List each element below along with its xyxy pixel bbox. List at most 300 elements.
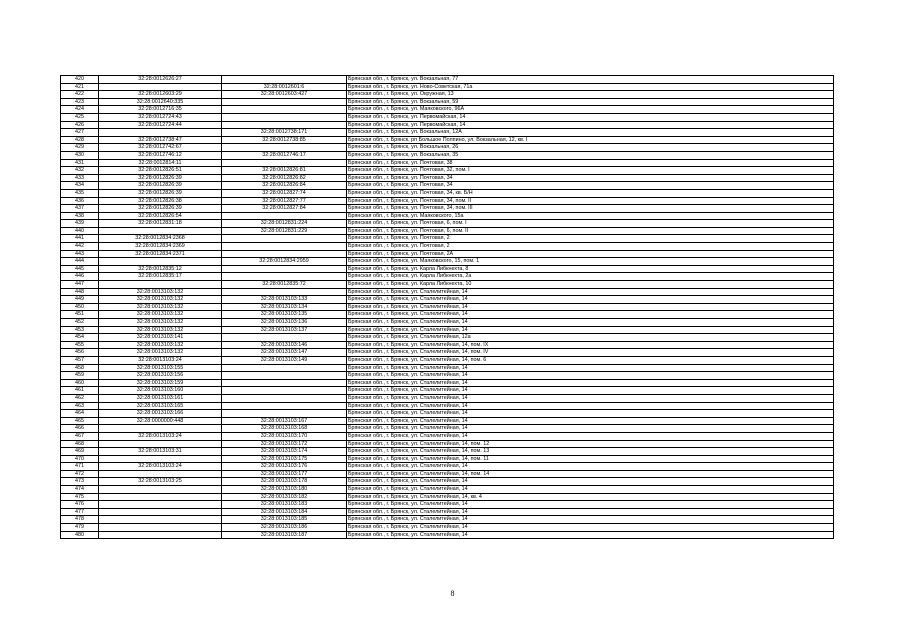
table-row (61, 273, 834, 281)
table-row (61, 508, 834, 516)
building-cadastral-number-cell: 32:28:0012826:84 (222, 182, 347, 190)
land-cadastral-number-cell: 32:28:0012826:39 (99, 174, 222, 182)
land-cadastral-number-cell: 32:28:0013103:132 (99, 319, 222, 327)
table-row (61, 167, 834, 175)
address-cell: Брянская обл., г. Брянск, ул. Сталелитейная, 14 (347, 478, 834, 486)
land-cadastral-number-cell: 32:28:0012640:335 (99, 98, 222, 106)
table-row (61, 311, 834, 319)
land-cadastral-number-cell (99, 531, 222, 539)
building-cadastral-number-cell: 32:28:0012834:2959 (222, 258, 347, 266)
land-cadastral-number-cell: 32:28:0000000:448 (99, 417, 222, 425)
table-row (61, 455, 834, 463)
building-cadastral-number-cell (222, 372, 347, 380)
table-row (61, 136, 834, 144)
row-number-cell: 473 (61, 478, 99, 486)
land-cadastral-number-cell: 32:28:0013103:160 (99, 387, 222, 395)
table-row (61, 265, 834, 273)
address-cell: Брянская обл., г. Брянск, ул. Первомайская, 14 (347, 121, 834, 129)
building-cadastral-number-cell: 32:28:0012603:427 (222, 91, 347, 99)
table-row (61, 432, 834, 440)
row-number-cell: 428 (61, 136, 99, 144)
address-cell: Брянская обл., г. Брянск, ул. Почтовая, 34 (347, 174, 834, 182)
row-number-cell: 425 (61, 113, 99, 121)
address-cell: Брянская обл., г. Брянск, ул. Сталелитейная, 14 (347, 364, 834, 372)
row-number-cell: 452 (61, 319, 99, 327)
address-cell: Брянская обл., г. Брянск, ул. Сталелитейная, 14 (347, 524, 834, 532)
row-number-cell: 443 (61, 250, 99, 258)
address-cell: Брянская обл., г. Брянск, ул. Сталелитейная, 12а (347, 334, 834, 342)
building-cadastral-number-cell (222, 212, 347, 220)
land-cadastral-number-cell: 32:28:0012603:29 (99, 91, 222, 99)
address-cell: Брянская обл., г. Брянск, ул. Карла Либкнехта, 8 (347, 265, 834, 273)
table-row (61, 121, 834, 129)
building-cadastral-number-cell (222, 273, 347, 281)
row-number-cell: 453 (61, 326, 99, 334)
land-cadastral-number-cell: 32:28:0012742:67 (99, 144, 222, 152)
row-number-cell: 434 (61, 182, 99, 190)
table-row (61, 341, 834, 349)
table-row (61, 197, 834, 205)
row-number-cell: 433 (61, 174, 99, 182)
land-cadastral-number-cell: 32:28:0012724:44 (99, 121, 222, 129)
register-table-body (61, 76, 834, 539)
land-cadastral-number-cell: 32:28:0013103:161 (99, 394, 222, 402)
row-number-cell: 451 (61, 311, 99, 319)
row-number-cell: 423 (61, 98, 99, 106)
land-cadastral-number-cell (99, 508, 222, 516)
row-number-cell: 430 (61, 151, 99, 159)
row-number-cell: 474 (61, 486, 99, 494)
building-cadastral-number-cell (222, 387, 347, 395)
building-cadastral-number-cell: 32:28:0013103:168 (222, 425, 347, 433)
land-cadastral-number-cell (99, 486, 222, 494)
address-cell: Брянская обл., г. Брянск, ул. Почтовая, 38 (347, 159, 834, 167)
row-number-cell: 437 (61, 205, 99, 213)
address-cell: Брянская обл., г. Брянск, ул. Первомайская, 14 (347, 113, 834, 121)
table-row (61, 440, 834, 448)
land-cadastral-number-cell (99, 83, 222, 91)
table-row (61, 106, 834, 114)
building-cadastral-number-cell: 32:28:0013103:183 (222, 501, 347, 509)
building-cadastral-number-cell: 32:28:0012826:82 (222, 174, 347, 182)
land-cadastral-number-cell: 32:28:0013103:155 (99, 364, 222, 372)
row-number-cell: 424 (61, 106, 99, 114)
land-cadastral-number-cell (99, 516, 222, 524)
land-cadastral-number-cell: 32:28:0012826:39 (99, 205, 222, 213)
land-cadastral-number-cell: 32:28:0012826:39 (99, 182, 222, 190)
table-row (61, 516, 834, 524)
table-row (61, 76, 834, 84)
row-number-cell: 480 (61, 531, 99, 539)
land-cadastral-number-cell (99, 493, 222, 501)
building-cadastral-number-cell (222, 144, 347, 152)
land-cadastral-number-cell (99, 425, 222, 433)
table-row (61, 296, 834, 304)
row-number-cell: 463 (61, 402, 99, 410)
building-cadastral-number-cell (222, 76, 347, 84)
address-cell: Брянская обл., г. Брянск, ул. Маяковского, 15, пом. 1 (347, 258, 834, 266)
building-cadastral-number-cell (222, 113, 347, 121)
address-cell: Брянская обл., г. Брянск, ул. Сталелитейная, 14, пом. IX (347, 341, 834, 349)
building-cadastral-number-cell: 32:28:0013103:137 (222, 326, 347, 334)
building-cadastral-number-cell: 32:28:0013103:135 (222, 311, 347, 319)
building-cadastral-number-cell (222, 159, 347, 167)
row-number-cell: 472 (61, 470, 99, 478)
table-row (61, 448, 834, 456)
table-row (61, 493, 834, 501)
land-cadastral-number-cell: 32:28:0013103:159 (99, 379, 222, 387)
table-row (61, 478, 834, 486)
address-cell: Брянская обл., г. Брянск, ул. Сталелитейная, 14 (347, 319, 834, 327)
row-number-cell: 422 (61, 91, 99, 99)
building-cadastral-number-cell: 32:28:0012831:229 (222, 227, 347, 235)
table-row (61, 288, 834, 296)
row-number-cell: 468 (61, 440, 99, 448)
building-cadastral-number-cell (222, 402, 347, 410)
table-row (61, 205, 834, 213)
table-row (61, 250, 834, 258)
building-cadastral-number-cell: 32:28:0013103:133 (222, 296, 347, 304)
building-cadastral-number-cell (222, 98, 347, 106)
land-cadastral-number-cell: 32:28:0013103:24 (99, 356, 222, 364)
page-number: 8 (450, 589, 455, 598)
table-row (61, 144, 834, 152)
address-cell: Брянская обл., г. Брянск, ул. Сталелитейная, 14 (347, 432, 834, 440)
address-cell: Брянская обл., г. Брянск, ул. Карла Либкнехта, 2а (347, 273, 834, 281)
table-row (61, 394, 834, 402)
building-cadastral-number-cell: 32:28:0013103:182 (222, 493, 347, 501)
address-cell: Брянская обл., г. Брянск, ул. Сталелитейная, 14, пом. 11 (347, 455, 834, 463)
address-cell: Брянская обл., г. Брянск, ул. Сталелитейная, 14, пом. 13 (347, 448, 834, 456)
land-cadastral-number-cell: 32:28:0012716:35 (99, 106, 222, 114)
building-cadastral-number-cell (222, 364, 347, 372)
land-cadastral-number-cell: 32:28:0013103:25 (99, 478, 222, 486)
building-cadastral-number-cell: 32:28:0013103:175 (222, 455, 347, 463)
land-cadastral-number-cell: 32:28:0012834:2371 (99, 250, 222, 258)
table-row (61, 470, 834, 478)
address-cell: Брянская обл., г. Брянск, ул. Почтовая, 2 (347, 243, 834, 251)
property-register-table (60, 75, 834, 539)
address-cell: Брянская обл., г. Брянск, ул. Карла Либкнехта, 10 (347, 281, 834, 289)
table-row (61, 463, 834, 471)
building-cadastral-number-cell: 32:28:0012827:74 (222, 189, 347, 197)
table-row (61, 356, 834, 364)
address-cell: Брянская обл., г. Брянск, ул. Сталелитейная, 14 (347, 425, 834, 433)
table-row (61, 83, 834, 91)
land-cadastral-number-cell (99, 440, 222, 448)
address-cell: Брянская обл., г. Брянск, ул. Сталелитейная, 14 (347, 296, 834, 304)
table-row (61, 212, 834, 220)
table-row (61, 410, 834, 418)
table-row (61, 303, 834, 311)
building-cadastral-number-cell: 32:28:0012831:224 (222, 220, 347, 228)
row-number-cell: 429 (61, 144, 99, 152)
row-number-cell: 458 (61, 364, 99, 372)
row-number-cell: 469 (61, 448, 99, 456)
address-cell: Брянская обл., г. Брянск, ул. Сталелитейная, 14 (347, 417, 834, 425)
building-cadastral-number-cell: 32:28:0013103:147 (222, 349, 347, 357)
land-cadastral-number-cell: 32:28:0012738:47 (99, 136, 222, 144)
table-row (61, 319, 834, 327)
land-cadastral-number-cell: 32:28:0013103:132 (99, 326, 222, 334)
address-cell: Брянская обл., г. Брянск, ул. Почтовая, 2 (347, 235, 834, 243)
row-number-cell: 420 (61, 76, 99, 84)
row-number-cell: 476 (61, 501, 99, 509)
address-cell: Брянская обл., г. Брянск, ул. Сталелитейная, 14 (347, 311, 834, 319)
row-number-cell: 421 (61, 83, 99, 91)
building-cadastral-number-cell (222, 265, 347, 273)
table-row (61, 227, 834, 235)
land-cadastral-number-cell (99, 281, 222, 289)
land-cadastral-number-cell (99, 455, 222, 463)
row-number-cell: 477 (61, 508, 99, 516)
table-row (61, 402, 834, 410)
land-cadastral-number-cell: 32:28:0013103:132 (99, 296, 222, 304)
table-row (61, 258, 834, 266)
building-cadastral-number-cell (222, 288, 347, 296)
row-number-cell: 436 (61, 197, 99, 205)
building-cadastral-number-cell: 32:28:0013103:178 (222, 478, 347, 486)
table-row (61, 129, 834, 137)
building-cadastral-number-cell: 32:28:0013103:186 (222, 524, 347, 532)
land-cadastral-number-cell: 32:28:0013103:132 (99, 311, 222, 319)
row-number-cell: 471 (61, 463, 99, 471)
table-row (61, 372, 834, 380)
building-cadastral-number-cell: 32:28:0012826:81 (222, 167, 347, 175)
address-cell: Брянская обл., г. Брянск, ул. Ново-Советская, 71а (347, 83, 834, 91)
row-number-cell: 479 (61, 524, 99, 532)
address-cell: Брянская обл., г. Брянск, ул. Сталелитейная, 14 (347, 326, 834, 334)
row-number-cell: 459 (61, 372, 99, 380)
table-row (61, 425, 834, 433)
land-cadastral-number-cell: 32:28:0012746:12 (99, 151, 222, 159)
table-row (61, 524, 834, 532)
table-row (61, 326, 834, 334)
land-cadastral-number-cell: 32:28:0012835:12 (99, 265, 222, 273)
address-cell: Брянская обл., г. Брянск, ул. Почтовая, 2А (347, 250, 834, 258)
row-number-cell: 442 (61, 243, 99, 251)
land-cadastral-number-cell (99, 501, 222, 509)
table-row (61, 243, 834, 251)
land-cadastral-number-cell: 32:28:0012724:43 (99, 113, 222, 121)
land-cadastral-number-cell: 32:28:0012831:18 (99, 220, 222, 228)
building-cadastral-number-cell: 32:28:0013103:177 (222, 470, 347, 478)
table-row (61, 159, 834, 167)
row-number-cell: 461 (61, 387, 99, 395)
row-number-cell: 454 (61, 334, 99, 342)
address-cell: Брянская обл., г. Брянск, ул. Сталелитейная, 14, пом. IV (347, 349, 834, 357)
row-number-cell: 449 (61, 296, 99, 304)
land-cadastral-number-cell: 32:28:0012814:11 (99, 159, 222, 167)
table-row (61, 501, 834, 509)
building-cadastral-number-cell: 32:28:0012835:72 (222, 281, 347, 289)
land-cadastral-number-cell: 32:28:0013103:132 (99, 341, 222, 349)
building-cadastral-number-cell (222, 394, 347, 402)
address-cell: Брянская обл., г. Брянск, ул. Сталелитейная, 14 (347, 516, 834, 524)
building-cadastral-number-cell: 32:28:0013103:146 (222, 341, 347, 349)
building-cadastral-number-cell (222, 379, 347, 387)
table-row (61, 281, 834, 289)
address-cell: Брянская обл., г. Брянск, ул. Почтовая, 32, пом. I (347, 167, 834, 175)
land-cadastral-number-cell: 32:28:0013103:141 (99, 334, 222, 342)
table-row (61, 91, 834, 99)
row-number-cell: 466 (61, 425, 99, 433)
table-row (61, 531, 834, 539)
building-cadastral-number-cell: 32:28:0013103:174 (222, 448, 347, 456)
address-cell: Брянская обл., г. Брянск, ул. Вокзальная, 26 (347, 144, 834, 152)
address-cell: Брянская обл., г. Брянск, ул. Вокзальная, 12А (347, 129, 834, 137)
address-cell: Брянская обл., г. Брянск, ул. Сталелитейная, 14 (347, 410, 834, 418)
row-number-cell: 467 (61, 432, 99, 440)
row-number-cell: 465 (61, 417, 99, 425)
land-cadastral-number-cell (99, 227, 222, 235)
building-cadastral-number-cell: 32:28:0013103:184 (222, 508, 347, 516)
address-cell: Брянская обл., г. Брянск, ул. Сталелитейная, 14 (347, 387, 834, 395)
row-number-cell: 470 (61, 455, 99, 463)
building-cadastral-number-cell: 32:28:0012827:77 (222, 197, 347, 205)
land-cadastral-number-cell (99, 524, 222, 532)
address-cell: Брянская обл., г. Брянск, ул. Сталелитейная, 14 (347, 531, 834, 539)
table-row (61, 387, 834, 395)
building-cadastral-number-cell: 32:28:0012746:17 (222, 151, 347, 159)
land-cadastral-number-cell: 32:28:0012834:2368 (99, 235, 222, 243)
row-number-cell: 441 (61, 235, 99, 243)
table-row (61, 379, 834, 387)
land-cadastral-number-cell: 32:28:0013103:24 (99, 463, 222, 471)
building-cadastral-number-cell (222, 243, 347, 251)
building-cadastral-number-cell (222, 121, 347, 129)
land-cadastral-number-cell: 32:28:0012834:2369 (99, 243, 222, 251)
address-cell: Брянская обл., г. Брянск, ул. Сталелитейная, 14 (347, 463, 834, 471)
address-cell: Брянская обл., г. Брянск, ул. Сталелитейная, 14 (347, 288, 834, 296)
address-cell: Брянская обл., г. Брянск, ул. Сталелитейная, 14 (347, 486, 834, 494)
building-cadastral-number-cell: 32:28:0013103:167 (222, 417, 347, 425)
row-number-cell: 457 (61, 356, 99, 364)
land-cadastral-number-cell (99, 258, 222, 266)
land-cadastral-number-cell: 32:28:0013103:24 (99, 432, 222, 440)
address-cell: Брянская обл., г. Брянск, ул. Вокзальная, 77 (347, 76, 834, 84)
row-number-cell: 456 (61, 349, 99, 357)
table-row (61, 98, 834, 106)
land-cadastral-number-cell: 32:28:0013103:132 (99, 288, 222, 296)
building-cadastral-number-cell (222, 410, 347, 418)
address-cell: Брянская обл., г. Брянск, ул. Почтовая, 34, пом. III (347, 205, 834, 213)
building-cadastral-number-cell: 32:28:0013103:136 (222, 319, 347, 327)
table-row (61, 220, 834, 228)
address-cell: Брянская обл., г. Брянск, ул. Сталелитейная, 14 (347, 394, 834, 402)
address-cell: Брянская обл., г. Брянск, ул. Сталелитейная, 14 (347, 379, 834, 387)
row-number-cell: 432 (61, 167, 99, 175)
address-cell: Брянская обл., г. Брянск, ул. Сталелитейная, 14 (347, 501, 834, 509)
building-cadastral-number-cell (222, 106, 347, 114)
address-cell: Брянская обл., г. Брянск, ул. Сталелитейная, 14, пом. 6 (347, 356, 834, 364)
row-number-cell: 431 (61, 159, 99, 167)
row-number-cell: 447 (61, 281, 99, 289)
row-number-cell: 450 (61, 303, 99, 311)
row-number-cell: 460 (61, 379, 99, 387)
row-number-cell: 448 (61, 288, 99, 296)
table-row (61, 113, 834, 121)
table-row (61, 334, 834, 342)
address-cell: Брянская обл., г. Брянск, ул. Окружная, 13 (347, 91, 834, 99)
building-cadastral-number-cell: 32:28:0013103:170 (222, 432, 347, 440)
table-row (61, 417, 834, 425)
land-cadastral-number-cell: 32:28:0012826:39 (99, 189, 222, 197)
row-number-cell: 478 (61, 516, 99, 524)
building-cadastral-number-cell: 32:28:0013103:180 (222, 486, 347, 494)
address-cell: Брянская обл., г. Брянск, ул. Сталелитейная, 14, пом. 14 (347, 470, 834, 478)
row-number-cell: 462 (61, 394, 99, 402)
row-number-cell: 444 (61, 258, 99, 266)
land-cadastral-number-cell: 32:28:0013103:132 (99, 303, 222, 311)
building-cadastral-number-cell: 32:28:0013103:176 (222, 463, 347, 471)
row-number-cell: 445 (61, 265, 99, 273)
land-cadastral-number-cell: 32:28:0013103:31 (99, 448, 222, 456)
land-cadastral-number-cell: 32:28:0012626:27 (99, 76, 222, 84)
row-number-cell: 427 (61, 129, 99, 137)
table-row (61, 151, 834, 159)
address-cell: Брянская обл., г. Брянск, ул. Сталелитейная, 14 (347, 372, 834, 380)
building-cadastral-number-cell (222, 334, 347, 342)
address-cell: Брянская обл., г. Брянск, ул. Маяковского, 96А (347, 106, 834, 114)
table-row (61, 189, 834, 197)
address-cell: Брянская обл., г. Брянск, ул. Маяковского, 15а (347, 212, 834, 220)
building-cadastral-number-cell: 32:28:0012827:84 (222, 205, 347, 213)
land-cadastral-number-cell: 32:28:0013103:165 (99, 402, 222, 410)
table-row (61, 182, 834, 190)
row-number-cell: 438 (61, 212, 99, 220)
table-row (61, 349, 834, 357)
land-cadastral-number-cell: 32:28:0012826:38 (99, 197, 222, 205)
row-number-cell: 440 (61, 227, 99, 235)
table-row (61, 364, 834, 372)
land-cadastral-number-cell (99, 129, 222, 137)
table-row (61, 235, 834, 243)
address-cell: Брянская обл., г. Брянск, ул. Почтовая, 6, пом. II (347, 227, 834, 235)
row-number-cell: 464 (61, 410, 99, 418)
address-cell: Брянская обл., г. Брянск, ул. Почтовая, 34, пом. II (347, 197, 834, 205)
row-number-cell: 426 (61, 121, 99, 129)
building-cadastral-number-cell (222, 250, 347, 258)
register-sheet (60, 75, 833, 539)
address-cell: Брянская обл., г. Брянск, ул. Сталелитейная, 14 (347, 508, 834, 516)
address-cell: Брянская обл., г. Брянск, рп Большое Полпино, ул. Вокзальная, 12, кв. I (347, 136, 834, 144)
building-cadastral-number-cell: 32:28:0013103:134 (222, 303, 347, 311)
address-cell: Брянская обл., г. Брянск, ул. Сталелитейная, 14, кв. 4 (347, 493, 834, 501)
building-cadastral-number-cell: 32:28:0012738:85 (222, 136, 347, 144)
row-number-cell: 475 (61, 493, 99, 501)
land-cadastral-number-cell: 32:28:0012826:51 (99, 167, 222, 175)
land-cadastral-number-cell: 32:28:0012835:17 (99, 273, 222, 281)
row-number-cell: 446 (61, 273, 99, 281)
land-cadastral-number-cell: 32:28:0013103:156 (99, 372, 222, 380)
address-cell: Брянская обл., г. Брянск, ул. Сталелитейная, 14 (347, 402, 834, 410)
building-cadastral-number-cell: 32:28:0013103:187 (222, 531, 347, 539)
land-cadastral-number-cell (99, 470, 222, 478)
row-number-cell: 455 (61, 341, 99, 349)
land-cadastral-number-cell: 32:28:0012826:54 (99, 212, 222, 220)
row-number-cell: 435 (61, 189, 99, 197)
building-cadastral-number-cell (222, 235, 347, 243)
address-cell: Брянская обл., г. Брянск, ул. Почтовая, 6, пом. I (347, 220, 834, 228)
land-cadastral-number-cell: 32:28:0013103:166 (99, 410, 222, 418)
address-cell: Брянская обл., г. Брянск, ул. Почтовая, 34 (347, 182, 834, 190)
row-number-cell: 439 (61, 220, 99, 228)
address-cell: Брянская обл., г. Брянск, ул. Сталелитейная, 14 (347, 303, 834, 311)
address-cell: Брянская обл., г. Брянск, ул. Вокзальная, 35 (347, 151, 834, 159)
address-cell: Брянская обл., г. Брянск, ул. Почтовая, 34, кв. Б/Н (347, 189, 834, 197)
table-row (61, 486, 834, 494)
